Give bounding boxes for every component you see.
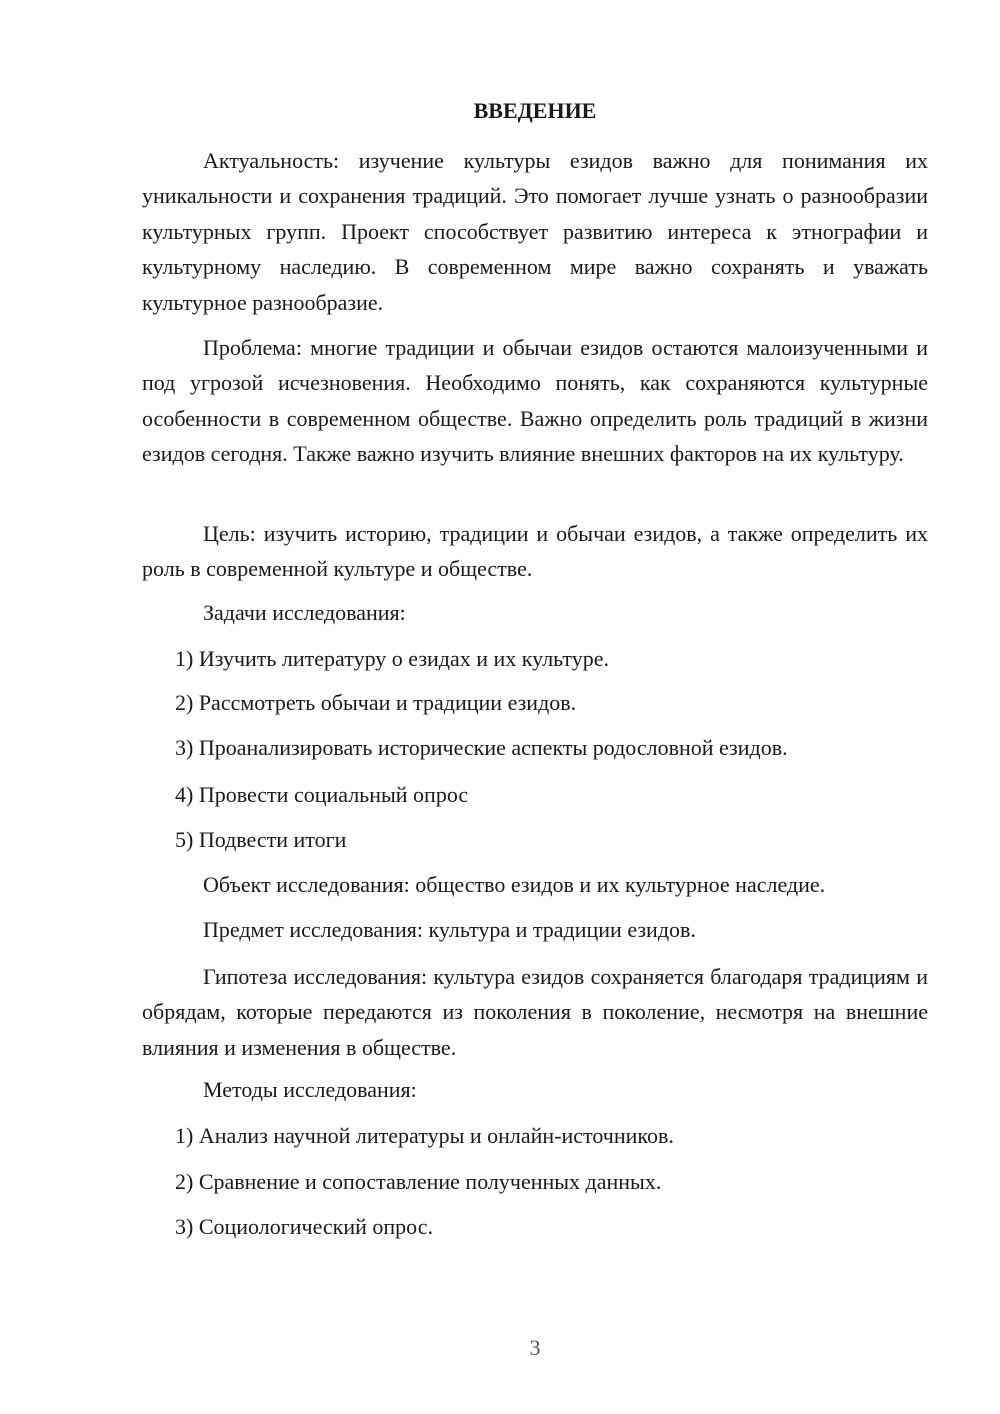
hypothesis-paragraph: Гипотеза исследования: культура езидов сохраняется благодаря традициям и обрядам, которые передаются из поколения в поколение, несмотря на внешние влияния и изменения в обществе. xyxy=(142,964,928,1060)
page-number: 3 xyxy=(529,1335,541,1360)
list-item: 5) Подвести итоги xyxy=(175,827,347,852)
goal-paragraph: Цель: изучить историю, традиции и обычаи езидов, а также определить их роль в современной культуре и обществе. xyxy=(142,521,928,582)
subject-line: Предмет исследования: культура и традиции езидов. xyxy=(203,917,696,942)
list-item: 1) Анализ научной литературы и онлайн-источников. xyxy=(175,1123,674,1148)
list-item: 2) Сравнение и сопоставление полученных данных. xyxy=(175,1169,662,1194)
list-item: 3) Социологический опрос. xyxy=(175,1214,433,1239)
list-item: 2) Рассмотреть обычаи и традиции езидов. xyxy=(175,690,577,715)
object-line: Объект исследования: общество езидов и их культурное наследие. xyxy=(203,872,826,897)
list-item: 3) Проанализировать исторические аспекты родословной езидов. xyxy=(175,735,788,760)
page-title: ВВЕДЕНИЕ xyxy=(473,98,597,123)
problem-paragraph: Проблема: многие традиции и обычаи езидов остаются малоизученными и под угрозой исчезновения. Необходимо понять, как сохраняются культурные особенности в современном обществе. Важно определить роль традиций в жизни езидов сегодня. Также важно изучить влияние внешних факторов на их культуру. xyxy=(142,335,928,467)
list-item: 4) Провести социальный опрос xyxy=(175,782,469,807)
tasks-heading: Задачи исследования: xyxy=(203,600,406,625)
relevance-paragraph: Актуальность: изучение культуры езидов важно для понимания их уникальности и сохранения традиций. Это помогает лучше узнать о разнообразии культурных групп. Проект способствует развитию интереса к этнографии и культурному наследию. В современном мире важно сохранять и уважать культурное разнообразие. xyxy=(142,148,928,315)
list-item: 1) Изучить литературу о езидах и их культуре. xyxy=(175,646,609,671)
methods-heading: Методы исследования: xyxy=(203,1077,417,1102)
